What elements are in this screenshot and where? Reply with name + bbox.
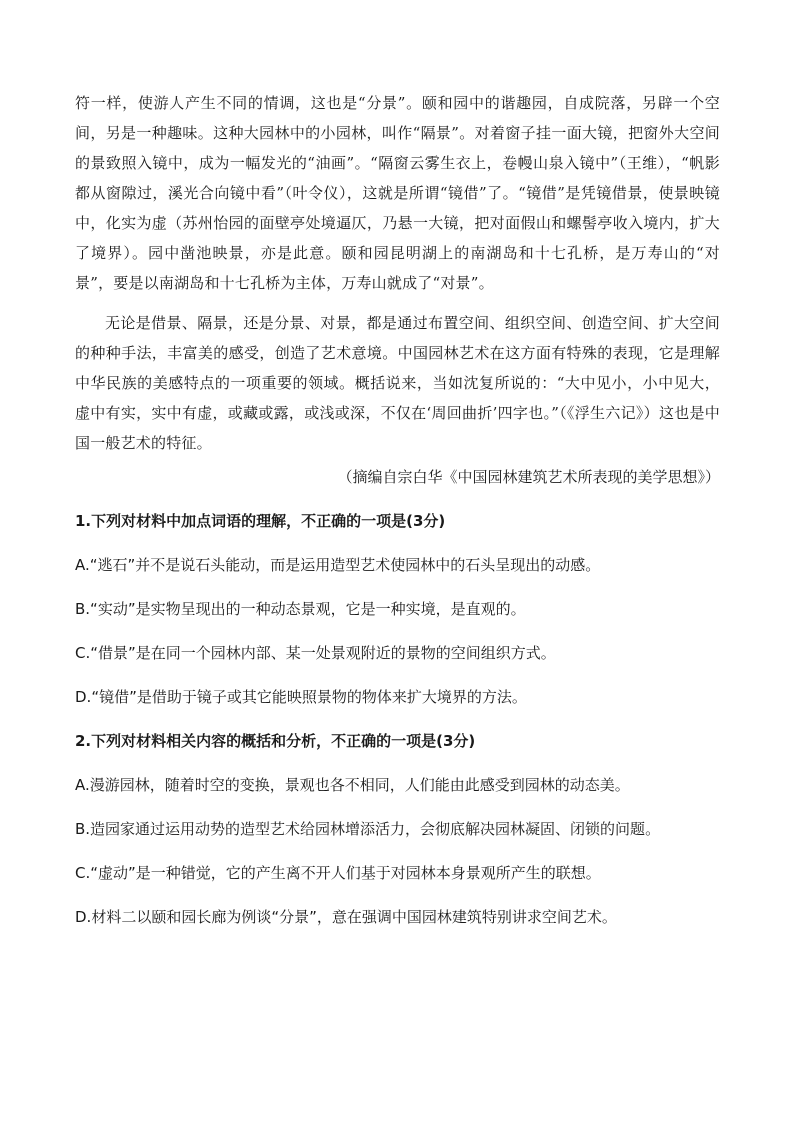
passage-source: （摘编自宗白华《中国园林建筑艺术所表现的美学思想》）	[337, 468, 720, 486]
question-1	[75, 506, 720, 712]
question-2-option-b: B.造园家通过运用动势的造型艺术给园林增添活力，会彻底解决园林凝固、闭锁的问题。	[75, 820, 661, 838]
question-1-option-b: B.“实动”是实物呈现出的一种动态景观，它是一种实境，是直观的。	[75, 600, 526, 618]
question-2-option-c: C.“虚动”是一种错觉，它的产生离不开人们基于对园林本身景观所产生的联想。	[75, 864, 601, 882]
question-2	[75, 726, 720, 932]
question-2-option-a: A.漫游园林，随着时空的变换，景观也各不相同，人们能由此感受到园林的动态美。	[75, 776, 630, 794]
question-1-title: 1.下列对材料中加点词语的理解，不正确的一项是(3分)	[75, 512, 446, 530]
passage-paragraph-2: 无论是借景、隔景，还是分景、对景，都是通过布置空间、组织空间、创造空间、扩大空间的种种手法，丰富美的感受，创造了艺术意境。中国园林艺术在这方面有特殊的表现，它是理解中华民族的美感特点的一项重要的领域。概括说来，当如沈复所说的：“大中见小，小中见大，虚中有实，实中有虚，或藏或露，或浅或深，不仅在‘周回曲折’四字也。”（《浮生六记》）这也是中国一般艺术的特征。	[75, 314, 720, 452]
question-1-option-a: A.“逃石”并不是说石头能动，而是运用造型艺术使园林中的石头呈现出的动感。	[75, 556, 601, 574]
passage-paragraph-1: 符一样，使游人产生不同的情调，这也是“分景”。颐和园中的谐趣园，自成院落，另辟一个空间，另是一种趣味。这种大园林中的小园林，叫作“隔景”。对着窗子挂一面大镜，把窗外大空间的景致照入镜中，成为一幅发光的“油画”。“隔窗云雾生衣上，卷幔山泉入镜中”（王维），“帆影都从窗隙过，溪光合向镜中看”（叶令仪），这就是所谓“镜借”了。“镜借”是凭镜借景，使景映镜中，化实为虚（苏州怡园的面壁亭处境逼仄，乃悬一大镜，把对面假山和螺髻亭收入境内，扩大了境界）。园中凿池映景，亦是此意。颐和园昆明湖上的南湖岛和十七孔桥，是万寿山的“对景”，要是以南湖岛和十七孔桥为主体，万寿山就成了“对景”。	[75, 94, 720, 292]
question-1-option-d: D.“镜借”是借助于镜子或其它能映照景物的物体来扩大境界的方法。	[75, 688, 527, 706]
question-1-option-c: C.“借景”是在同一个园林内部、某一处景观附近的景物的空间组织方式。	[75, 644, 556, 662]
document-page	[75, 88, 720, 932]
question-2-option-d: D.材料二以颐和园长廊为例谈“分景”，意在强调中国园林建筑特别讲求空间艺术。	[75, 908, 617, 926]
question-2-title: 2.下列对材料相关内容的概括和分析，不正确的一项是(3分)	[75, 732, 476, 750]
